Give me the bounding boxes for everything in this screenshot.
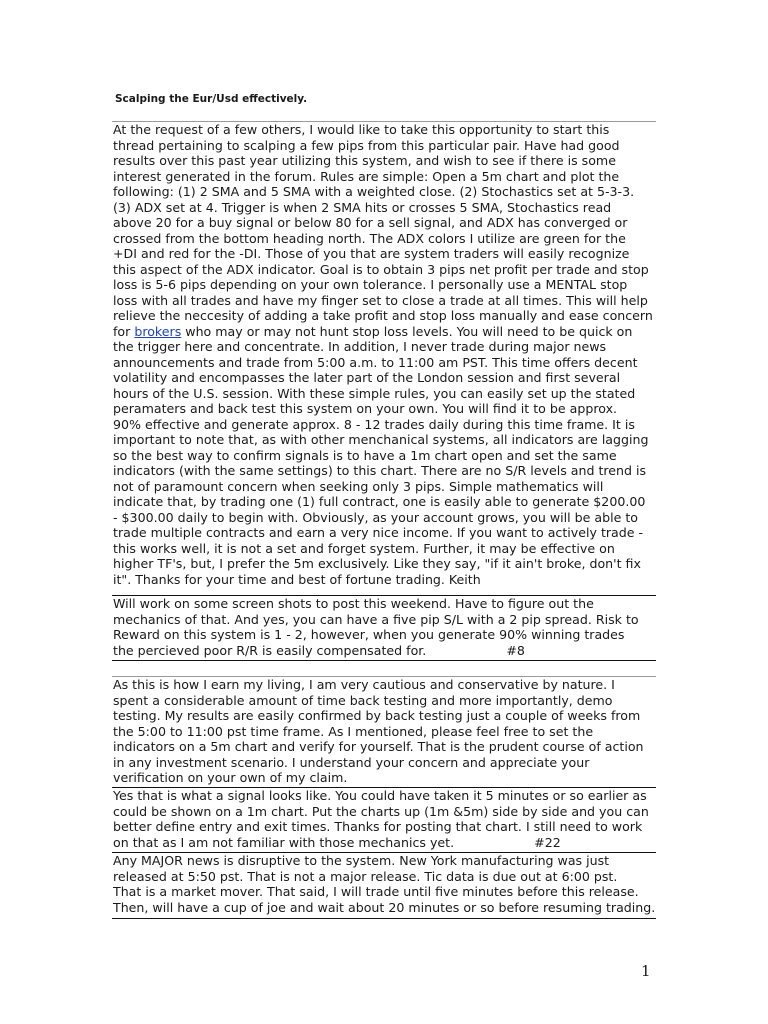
text-line: verification on your own of my claim. [113,770,348,785]
text-line: it". Thanks for your time and best of fortune trading. Keith [113,571,481,587]
text-line: thread pertaining to scalping a few pips from this particular pair. Have had good [113,137,620,153]
text-fragment: for [113,323,135,339]
text-line: Any MAJOR news is disruptive to the system. New York manufacturing was just [113,853,610,868]
text-line: so the best way to confirm signals is to have a 1m chart open and set the same [113,447,617,463]
text-line: hours of the U.S. session. With these simple rules, you can easily set up the stated [113,385,636,401]
text-line: Reward on this system is 1 - 2, however, when you generate 90% winning trades [113,627,625,642]
text-line: higher TF's, but, I prefer the 5m exclusively. Like they say, "if it ain't broke, don't fix [113,556,641,571]
text-line: (3) ADX set at 4. Trigger is when 2 SMA hits or crosses 5 SMA, Stochastics read [113,199,612,215]
text-line: results over this past year utilizing this system, and wish to see if there is some [113,153,616,168]
divider [112,918,656,919]
text-line: testing. My results are easily confirmed by back testing just a couple of weeks from [113,708,641,723]
text-line: not of paramount concern when seeking only 3 pips. Simple mathematics will [113,478,604,494]
forum-post [113,122,665,587]
text-fragment: who may or may not hunt stop loss levels. You will need to be quick on [181,323,633,339]
forum-post [113,853,665,915]
text-line: 90% effective and generate approx. 8 - 12 trades daily during this time frame. It is [113,416,635,432]
text-line: the 5:00 to 11:00 pst time frame. As I mentioned, please feel free to set the [113,723,594,739]
text-line: could be shown on a 1m chart. Put the charts up (1m &5m) side by side and you can [113,803,649,819]
text-line: crossed from the bottom heading north. The ADX colors I utilize are green for the [113,230,626,246]
text-line: Then, will have a cup of joe and wait about 20 minutes or so before resuming trading. [113,899,656,915]
text-line: in any investment scenario. I understand your concern and appreciate your [113,754,590,770]
text-line: +DI and red for the -DI. Those of you that are system traders will easily recognize [113,246,630,261]
text-line: loss is 5-6 pips depending on your own tolerance. I personally use a MENTAL stop [113,277,628,292]
text-line: volatility and encompasses the later part of the London session and first several [113,370,621,385]
forum-post [113,596,665,658]
text-line-with-link [113,324,665,340]
text-line: this aspect of the ADX indicator. Goal is to obtain 3 pips net profit per trade and stop [113,261,649,277]
text-line: the percieved poor R/R is easily compensated for. #8 [113,642,525,658]
text-line: peramaters and back test this system on your own. You will find it to be approx. [113,401,618,416]
text-line: trade multiple contracts and earn a very nice income. If you want to actively trade - [113,525,644,540]
forum-post [113,677,665,786]
text-line: loss with all trades and have my finger set to close a trade at all times. This will help [113,292,648,308]
divider [112,660,656,661]
text-line: spent a considerable amount of time back testing and more importantly, demo [113,692,613,708]
text-line: indicate that, by trading one (1) full contract, one is easily able to generate $200.00 [113,494,646,509]
text-line: indicators (with the same settings) to this chart. There are no S/R levels and trend is [113,463,647,478]
document-title: Scalping the Eur/Usd effectively. [115,93,308,105]
text-line: following: (1) 2 SMA and 5 SMA with a weighted close. (2) Stochastics set at 5-3-3. [113,184,635,199]
text-line: above 20 for a buy signal or below 80 for a sell signal, and ADX has converged or [113,215,628,230]
text-line: As this is how I earn my living, I am very cautious and conservative by nature. I [113,677,615,692]
page-number: 1 [641,962,651,980]
text-line: important to note that, as with other menchanical systems, all indicators are lagging [113,432,649,447]
text-line: this works well, it is not a set and forget system. Further, it may be effective on [113,540,615,556]
text-line: At the request of a few others, I would like to take this opportunity to start this [113,122,610,137]
brokers-link[interactable]: brokers [134,323,182,339]
text-line: - $300.00 daily to begin with. Obviously, as your account grows, you will be able to [113,509,638,525]
text-line: interest generated in the forum. Rules are simple: Open a 5m chart and plot the [113,168,620,184]
text-line: Yes that is what a signal looks like. You could have taken it 5 minutes or so earlier as [113,788,647,803]
text-line: indicators on a 5m chart and verify for yourself. That is the prudent course of action [113,739,644,754]
text-line: on that as I am not familiar with those mechanics yet. #22 [113,834,561,850]
text-line: mechanics of that. And yes, you can have a five pip S/L with a 2 pip spread. Risk to [113,611,639,627]
text-line: Will work on some screen shots to post this weekend. Have to figure out the [113,596,594,611]
text-line: announcements and trade from 5:00 a.m. to 11:00 am PST. This time offers decent [113,354,638,370]
text-line: released at 5:50 pst. That is not a major release. Tic data is due out at 6:00 pst. [113,868,618,884]
text-line: relieve the neccesity of adding a take profit and stop loss manually and ease concern [113,308,653,323]
text-line: better define entry and exit times. Thanks for posting that chart. I still need to work [113,819,643,834]
text-line: That is a market mover. That said, I will trade until five minutes before this release. [113,884,639,899]
forum-post [113,788,665,850]
text-line: the trigger here and concentrate. In addition, I never trade during major news [113,339,607,354]
